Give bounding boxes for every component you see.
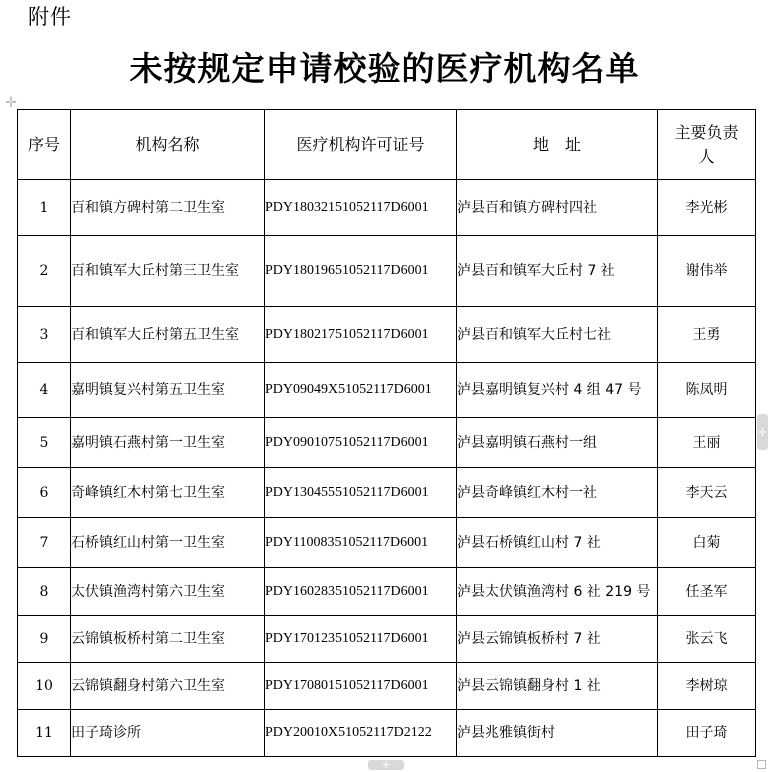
table-header-row <box>18 110 756 180</box>
cell-name: 嘉明镇复兴村第五卫生室 <box>71 363 265 418</box>
header-address: 地 址 <box>457 110 658 180</box>
cell-address: 泸县奇峰镇红木村一社 <box>457 468 658 518</box>
cell-no: 10 <box>18 663 71 710</box>
cell-address: 泸县百和镇军大丘村 7 社 <box>457 236 658 307</box>
table-body <box>18 180 756 757</box>
move-cross-icon: ✛ <box>5 95 17 111</box>
cell-no: 7 <box>18 518 71 568</box>
add-column-handle[interactable] <box>757 414 768 450</box>
cell-license: PDY13045551052117D6001 <box>265 468 457 518</box>
cell-address: 泸县嘉明镇石燕村一组 <box>457 418 658 468</box>
cell-head: 李光彬 <box>658 180 756 236</box>
cell-license: PDY11008351052117D6001 <box>265 518 457 568</box>
cell-head: 白菊 <box>658 518 756 568</box>
table-row <box>18 236 756 307</box>
table-move-handle[interactable] <box>4 96 18 110</box>
cell-name: 嘉明镇石燕村第一卫生室 <box>71 418 265 468</box>
cell-license: PDY17080151052117D6001 <box>265 663 457 710</box>
cell-no: 2 <box>18 236 71 307</box>
cell-address: 泸县太伏镇渔湾村 6 社 219 号 <box>457 568 658 616</box>
cell-no: 9 <box>18 616 71 663</box>
header-no: 序号 <box>18 110 71 180</box>
cell-head: 谢伟举 <box>658 236 756 307</box>
cell-head: 任圣军 <box>658 568 756 616</box>
cell-name: 百和镇军大丘村第五卫生室 <box>71 307 265 363</box>
cell-address: 泸县云锦镇板桥村 7 社 <box>457 616 658 663</box>
add-row-handle[interactable] <box>368 760 404 770</box>
plus-icon: + <box>381 758 391 771</box>
institution-table <box>17 109 756 757</box>
cell-head: 王丽 <box>658 418 756 468</box>
cell-no: 8 <box>18 568 71 616</box>
table-row <box>18 418 756 468</box>
cell-name: 奇峰镇红木村第七卫生室 <box>71 468 265 518</box>
cell-name: 百和镇方碑村第二卫生室 <box>71 180 265 236</box>
cell-name: 石桥镇红山村第一卫生室 <box>71 518 265 568</box>
cell-address: 泸县石桥镇红山村 7 社 <box>457 518 658 568</box>
plus-icon: + <box>757 425 768 439</box>
table-row <box>18 307 756 363</box>
cell-head: 陈凤明 <box>658 363 756 418</box>
cell-name: 太伏镇渔湾村第六卫生室 <box>71 568 265 616</box>
cell-license: PDY18032151052117D6001 <box>265 180 457 236</box>
cell-name: 云锦镇翻身村第六卫生室 <box>71 663 265 710</box>
cell-address: 泸县兆雅镇街村 <box>457 710 658 757</box>
cell-name: 百和镇军大丘村第三卫生室 <box>71 236 265 307</box>
cell-head: 张云飞 <box>658 616 756 663</box>
cell-head: 李天云 <box>658 468 756 518</box>
table-row <box>18 180 756 236</box>
cell-no: 1 <box>18 180 71 236</box>
table-row <box>18 663 756 710</box>
cell-no: 5 <box>18 418 71 468</box>
cell-no: 6 <box>18 468 71 518</box>
table-row <box>18 518 756 568</box>
table-row <box>18 616 756 663</box>
header-head: 主要负责人 <box>658 110 756 180</box>
cell-head: 田子琦 <box>658 710 756 757</box>
document-title: 未按规定申请校验的医疗机构名单 <box>129 49 640 88</box>
cell-name: 田子琦诊所 <box>71 710 265 757</box>
cell-name: 云锦镇板桥村第二卫生室 <box>71 616 265 663</box>
cell-license: PDY09049X51052117D6001 <box>265 363 457 418</box>
header-name: 机构名称 <box>71 110 265 180</box>
cell-license: PDY17012351052117D6001 <box>265 616 457 663</box>
cell-head: 王勇 <box>658 307 756 363</box>
cell-address: 泸县嘉明镇复兴村 4 组 47 号 <box>457 363 658 418</box>
cell-license: PDY20010X51052117D2122 <box>265 710 457 757</box>
table-row <box>18 710 756 757</box>
cell-no: 4 <box>18 363 71 418</box>
cell-no: 11 <box>18 710 71 757</box>
cell-license: PDY09010751052117D6001 <box>265 418 457 468</box>
cell-license: PDY18021751052117D6001 <box>265 307 457 363</box>
resize-corner-icon[interactable] <box>757 760 766 769</box>
cell-no: 3 <box>18 307 71 363</box>
table-row <box>18 568 756 616</box>
cell-address: 泸县百和镇军大丘村七社 <box>457 307 658 363</box>
header-license: 医疗机构许可证号 <box>265 110 457 180</box>
table-row <box>18 363 756 418</box>
table-row <box>18 468 756 518</box>
cell-address: 泸县百和镇方碑村四社 <box>457 180 658 236</box>
attachment-label: 附件 <box>28 5 72 29</box>
cell-license: PDY18019651052117D6001 <box>265 236 457 307</box>
cell-license: PDY16028351052117D6001 <box>265 568 457 616</box>
cell-address: 泸县云锦镇翻身村 1 社 <box>457 663 658 710</box>
cell-head: 李树琼 <box>658 663 756 710</box>
